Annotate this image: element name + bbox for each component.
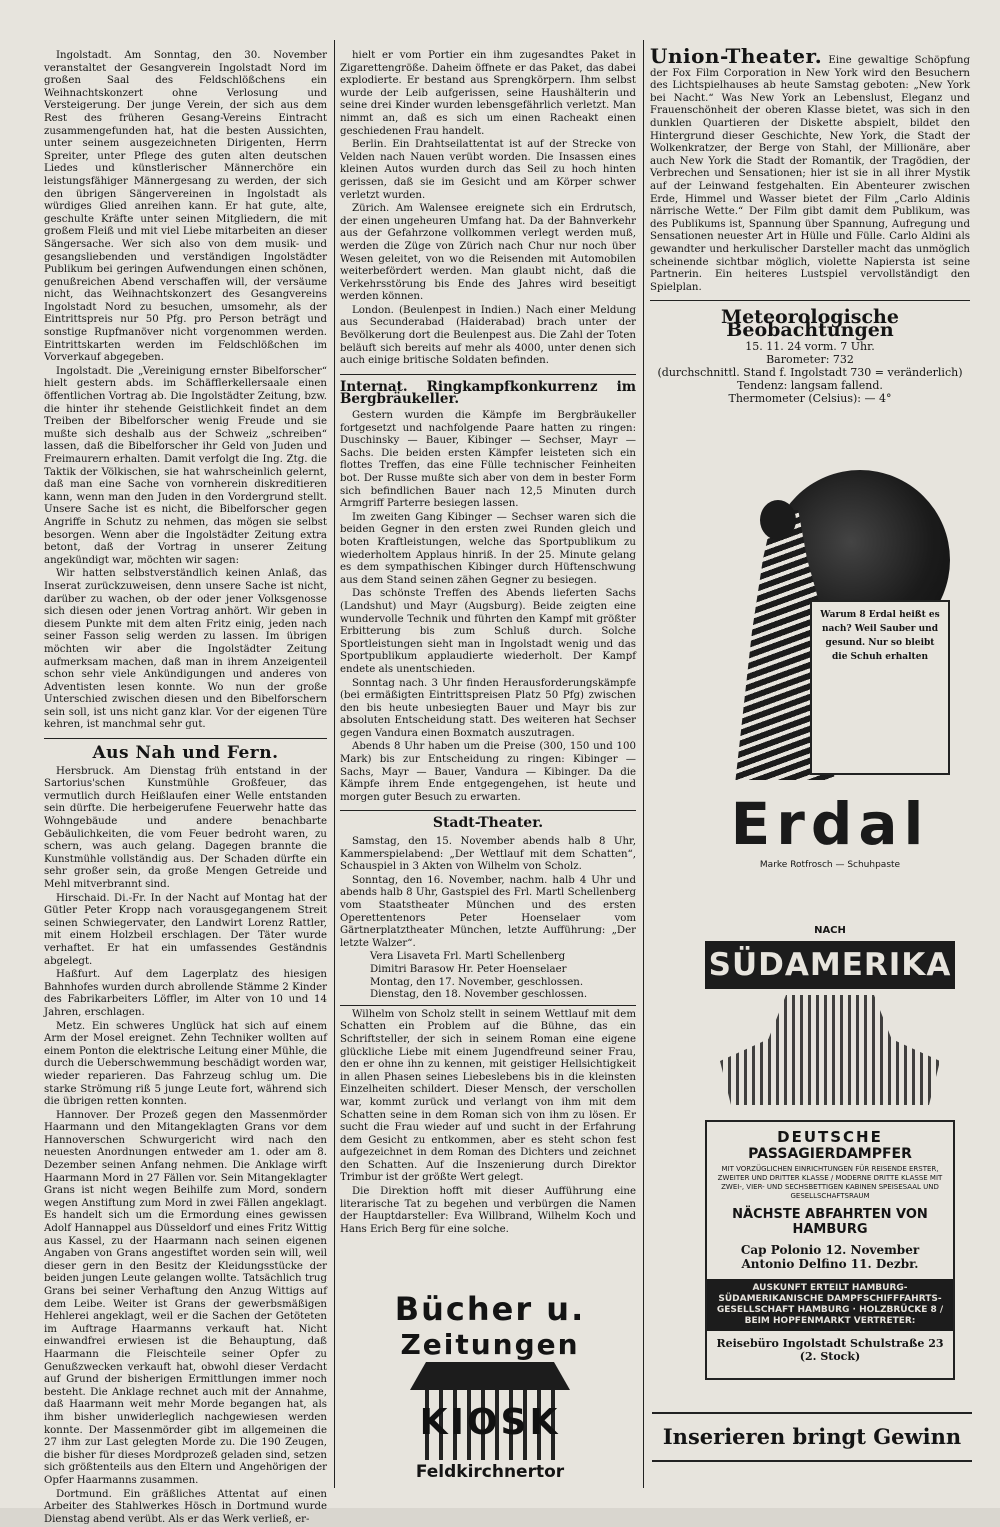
article-paragraph: Sonntag, den 16. November, nachm. halb 4 Uhr und abends halb 8 Uhr, Gastspiel des Frl. Martl Schellenberg vom Staatstheater München und des ersten Operettentenors Peter Hoenselaer vom Gärtnerplatztheater München, letzte Aufführung: „Der letzte Walzer“. (340, 874, 636, 949)
cast-line: Dienstag, den 18. November geschlossen. (370, 989, 588, 1001)
cast-list (340, 951, 636, 1001)
kiosk-word: KIOSK (419, 1402, 561, 1443)
meteo-line: Tendenz: langsam fallend. (737, 379, 883, 393)
article-paragraph: Ingolstadt. Die „Vereinigung ernster Bibelforscher“ hielt gestern abds. im Schäfflerkellersaale einen öffentlichen Vortrag ab. Die Ingolstädter Zeitung, bzw. die hinter ihr stehende Geistlichkeit findet an dem Treiben der Bibelforscher wenig Freude und sie mußte sich deshalb aus der Schweiz „schreiben“ lassen, daß die Bibelforscher ihr Geld von Juden und Freimaurern erhalten. Damit verfolgt die Ing. Ztg. die Taktik der Völkischen, sie hat wahrscheinlich gelernt, daß man eine Sache von vornherein diskreditieren kann, wenn man den Juden in den Vordergrund stellt. Unsere Sache ist es nicht, die Bibelforscher gegen Angriffe in Schutz zu nehmen, das mögen sie selbst besorgen. Wenn aber die Ingolstädter Zeitung extra betont, daß der Vortrag in unserer Zeitung angekündigt war, möchten wir sagen: (44, 365, 327, 566)
sued-office: Reisebüro Ingolstadt Schulstraße 23 (2. Stock) (716, 1337, 944, 1363)
erdal-logo: Erdal (730, 790, 930, 858)
erdal-woman-head (760, 500, 796, 540)
meteo-line: Thermometer (Celsius): — 4° (728, 392, 892, 406)
union-theater-text: Eine gewaltige Schöpfung der Fox Film Corporation in New York wird den Besuchern des Lichtspielhauses ab heute Samstag geboten: „New York bei Nacht.“ Was New York an Lebenslust, Eleganz und Frauenschönheit der oberen Klasse bietet, was sich in den dunklen Quartieren der Diskette abspielt, bildet den Hintergrund dieser Geschichte, New York, die Stadt der Wolkenkratzer, der Berge von Stahl, der Millionäre, aber auch New York die Stadt der Romantik, der Tragödien, der Verbrechen und Sensationen; hier ist sie in all ihrer Mystik auf der Leinwand festgehalten. Ein Abenteurer zwischen Erde, Himmel und Wasser bietet der Film „Carlo Aldinis närrische Wette.“ Der Film gibt damit dem Publikum, was des Publikums ist, Spannung über Spannung, Aufregung und Sensationen neuester Art in Hülle und Fülle. Carlo Aldini als gewandter und herkulischer Darsteller macht das unmöglich scheinende sichtbar möglich, violette Napiersta ist seine Partnerin. Ein heiteres Lustspiel vervollständigt den Spielplan. (650, 55, 970, 293)
section-divider (340, 374, 636, 375)
news-item: London. (Beulenpest in Indien.) Nach einer Meldung aus Secunderabad (Haiderabad) brach unter der Bevölkerung dort die Beulenpest aus. Die Zahl der Toten beläuft sich bereits auf mehr als 4000, unter denen sich auch einige britische Soldaten befinden. (340, 304, 636, 367)
suedamerika-advertisement (700, 925, 960, 1395)
news-item: Berlin. Ein Drahtseilattentat ist auf der Strecke von Velden nach Nauen verübt worden. Die Insassen eines kleinen Autos wurden durch das Seil zu hoch hinten gerissen, daß sie im Gesicht und am Körper schwer verletzt wurden. (340, 139, 636, 201)
column-2 (340, 50, 636, 1237)
ship-illustration (720, 995, 940, 1105)
kiosk-street: Feldkirchnertor (415, 1462, 565, 1482)
news-item: Dortmund. Ein gräßliches Attentat auf einen Arbeiter des Stahlwerkes Hösch in Dortmund wurde Dienstag abend verübt. Als er das Werk verließ, er- (44, 1488, 327, 1525)
article-paragraph: Abends 8 Uhr haben um die Preise (300, 150 und 100 Mark) bis zur Entscheidung zu ringen: Kibinger — Sachs, Mayr — Bauer, Vandura — Kibinger. Da die Kämpfe ihrem Ende entgegengehen, ist heute und morgen guter Besuch zu erwarten. (340, 741, 636, 803)
meteo-title: Meteorologische Beobachtungen (721, 306, 899, 341)
sued-small: MIT VORZÜGLICHEN EINRICHTUNGEN FÜR REISENDE ERSTER, ZWEITER UND DRITTER KLASSE / MODERNE DRITTE KLASSE MIT ZWEI-, VIER- UND SECHSBETTIGEN KABINEN SPEISESAAL UND GESELLSCHAFTSRAUM (717, 1165, 943, 1200)
article-paragraph: Im zweiten Gang Kibinger — Sechser waren sich die beiden Gegner in den ersten zwei Runden gleich und boten Kraftleistungen, welche das Sportpublikum zu wiederholtem Applaus hinriß. In der 25. Minute gelang es dem sympathischen Kibinger durch Hüftenschwung aus dem Stand seinen zähen Gegner zu besiegen. (340, 511, 636, 586)
ringkampf-title: Internat. Ringkampfkonkurrenz im Bergbräukeller. (340, 378, 636, 408)
article-paragraph: Sonntag nach. 3 Uhr finden Herausforderungskämpfe (bei ermäßigten Eintrittspreisen Platz 50 Pfg) zwischen den bis heute unbesiegten Bauer und Mayr bis zur absoluten Entscheidung statt. Des weiteren hat Sechser gegen Vandura einen Boxmatch auszutragen. (340, 677, 636, 739)
section-divider (44, 738, 327, 739)
news-item: Haßfurt. Auf dem Lagerplatz des hiesigen Bahnhofes wurden durch abrollende Stämme 2 Kinder des Fabrikarbeiters Löffler, im Alter von 10 und 14 Jahren, erschlagen. (44, 969, 327, 1018)
sued-departures: NÄCHSTE ABFAHRTEN VON HAMBURG (732, 1207, 928, 1237)
article-paragraph: Wilhelm von Scholz stellt in seinem Wettlauf mit dem Schatten ein Problem auf die Bühne, das ein Schriftsteller, der sich in seinem Roman eine eigene glückliche Liebe mit einem Jugendfreund seiner Frau, den er ohne ihn zu kennen, mit geistiger Hellsichtigkeit in allen Phasen seines Liebeslebens bis in die kleinsten Einzelheiten schildert. Dieser Mensch, der verschollen war, kommt zurück und verlangt von ihm mit dem Schatten seine in dem Roman sich von ihm zu lösen. Er sucht die Frau wieder auf und sucht in der Erfahrung dem Gesicht zu entkommen, aber es steht schon fest aufgezeichnet in dem Roman des Dichters und zeichnet den Schatten. Auf die Inszenierung durch Direktor Trimbur ist der größte Wert gelegt. (340, 1008, 636, 1184)
section-divider (650, 300, 970, 301)
article-paragraph: Die Direktion hofft mit dieser Aufführung eine literarische Tat zu begehen und verbürgen die Namen der Hauptdarsteller: Eva Willbrand, Wilhelm Koch und Hans Erich Berg für eine solche. (340, 1186, 636, 1235)
column-1 (44, 50, 327, 1527)
article-paragraph: Gestern wurden die Kämpfe im Bergbräukeller fortgesetzt und nachfolgende Paare hatten zu ringen: Duschinsky — Bauer, Kibinger — Sechser, Mayr — Sachs. Die beiden ersten Kämpfer leisteten sich ein flottes Treffen, das eine Fülle technischer Feinheiten bot. Der Russe mußte sich aber von dem in bester Form sich befindlichen Bauer nach 12,5 Minuten durch Armgriff Parterre besiegen lassen. (340, 410, 636, 510)
buecher-headline: Bücher u. (394, 1290, 586, 1328)
column-rule (643, 40, 644, 1488)
news-item: Hannover. Der Prozeß gegen den Massenmörder Haarmann und den Mitangeklagten Grans vor dem Hannoverschen Schwurgericht wird nach den neuesten Anordnungen entweder am 1. oder am 8. Dezember seinen Anfang nehmen. Die Anklage wirft Haarmann Mord in 27 Fällen vor. Sein Mitangeklagter Grans ist nicht wegen Beihilfe zum Mord, sondern wegen Anstiftung zum Mord in zwei Fällen angeklagt. Es handelt sich um die Ermordung eines gewissen Adolf Hannappel aus Düsseldorf und eines Fritz Wittig aus Kassel, zu der Haarmann nach seinen eigenen Angaben von Grans angestiftet worden sein will, weil dieser gern in den Besitz der Kleidungsstücke der beiden jungen Leute gelangen wollte. Tatsächlich trug Grans bei seiner Verhaftung den Anzug Wittigs auf dem Leibe. Weiter ist Grans der gewerbsmäßigen Hehlerei angeklagt, weil er die Sachen der Getöteten im Auftrage Haarmanns verkauft hat. Nicht einwandfrei erwiesen ist die Behauptung, daß Haarmann die Fleischteile seiner Opfer zu Genußzwecken verkauft hat, obwohl dieser Verdacht auf Grund der bisherigen Ermittlungen immer noch besteht. Die Anklage rechnet auch mit der Annahme, daß Haarmann weit mehr Morde begangen hat, als ihm bisher unwiderleglich nachgewiesen werden konnte. Der Massenmörder gibt im allgemeinen die 27 ihm zur Last gelegten Morde zu. Die 190 Zeugen, die bisher für dieses Mordprozeß geladen sind, setzen sich größtenteils aus den Eltern und Angehörigen der Opfer Haarmanns zusammen. (44, 1109, 327, 1486)
meteo-line: 15. 11. 24 vorm. 7 Uhr. (745, 340, 875, 354)
article-paragraph: Wir hatten selbstverständlich keinen Anlaß, das Inserat zurückzuweisen, denn unsere Sache ist nicht, darüber zu wachen, ob der oder jener Volksgenosse sich diesen oder jenen Vortrag anhört. Wir geben in diesem Punkte mit dem alten Fritz einig, jeden nach seiner Fasson selig werden zu lassen. Im übrigen möchten wir aber die Ingolstädter Zeitung aufmerksam machen, daß man in ihrem Anzeigenteil schon sehr viele Ankündigungen und anderes von Adventisten lesen konnte. Wo nun der große Unterschied zwischen diesen und den Bibelforschern sein soll, ist uns nicht ganz klar. Vor der eigenen Türe kehren, ist manchmal sehr gut. (44, 568, 327, 731)
divider (340, 1005, 636, 1006)
news-item: Metz. Ein schweres Unglück hat sich auf einem Arm der Mosel ereignet. Zehn Techniker wollten auf einem Ponton die elektrische Leitung einer Mühle, die durch die Ueberschwemmung beschädigt worden war, wieder reparieren. Das Fahrzeug schlug um. Die starke Strömung riß 5 junge Leute fort, während sich die übrigen retten konnten. (44, 1020, 327, 1108)
sued-nach: NACH (814, 925, 846, 936)
section-title: Aus Nah und Fern. (92, 743, 279, 764)
cast-line: Dimitri Barasow Hr. Peter Hoenselaer (370, 963, 567, 975)
meteo-line: Barometer: 732 (766, 353, 854, 367)
article-paragraph: Samstag, den 15. November abends halb 8 Uhr, Kammerspielabend: „Der Wettlauf mit dem Schatten“, Schauspiel in 3 Akten von Wilhelm von Scholz. (340, 836, 636, 873)
sued-ships: Cap Polonio 12. November Antonio Delfino 11. Dezbr. (740, 1243, 920, 1271)
kiosk-roof-illustration (410, 1362, 570, 1390)
union-theater-article (650, 44, 970, 294)
erdal-sign: Warum 8 Erdal heißt es nach? Weil Sauber und gesund. Nur so bleibt die Schuh erhalten (810, 600, 950, 775)
sued-line: DEUTSCHE (777, 1128, 883, 1146)
news-item: Hirschaid. Di.-Fr. In der Nacht auf Montag hat der Gütler Peter Kropp nach vorausgegangenem Streit seinen Schwiegervater, den Landwirt Lorenz Rattler, mit einem Holzbeil erschlagen. Der Täter wurde verhaftet. Er hat ein umfassendes Geständnis abgelegt. (44, 892, 327, 967)
column-rule (334, 40, 335, 1488)
cast-line: Vera Lisaveta Frl. Martl Schellenberg (370, 951, 566, 963)
news-item: Zürich. Am Walensee ereignete sich ein Erdrutsch, der einen ungeheuren Umfang hat. Da der Bahnverkehr aus der Gefahrzone vollkommen verlegt werden muß, werden die Züge von Zürich nach Chur nur noch über Wesen geleitet, von wo die Reisenden mit Automobilen weiterbefördert werden. Man glaubt nicht, daß die Verkehrsstörung bis Ende des Jahres wird beseitigt werden können. (340, 203, 636, 303)
union-theater-title: Union-Theater. (650, 44, 823, 68)
erdal-subline: Marke Rotfrosch — Schuhpaste (759, 860, 901, 870)
sued-banner: SÜDAMERIKA (705, 941, 955, 989)
inserieren-banner: Inserieren bringt Gewinn (652, 1412, 972, 1462)
sued-info-box (705, 1120, 955, 1380)
sued-line: PASSAGIERDAMPFER (748, 1146, 912, 1162)
article-paragraph: Ingolstadt. Am Sonntag, den 30. November veranstaltet der Gesangverein Ingolstadt Nord im großen Saal des Feldschlößchens ein Weihnachtskonzert ohne Verlosung und Versteigerung. Der junge Verein, der sich aus dem Rest des früheren Gesang-Vereins Eintracht zusammengefunden hat, hat die besten Aussichten, unter seinem ausgezeichneten Dirigenten, Herrn Spreiter, unter Pflege des guten alten deutschen Liedes und künstlerischer Männerchöre ein leistungsfähiger Männergesang zu werden, der sich den übrigen Sängervereinen in Ingolstadt als würdiges Glied anreihen kann. Er hat gute, alte, geschulte Kräfte unter seinen Mitgliedern, die mit großem Fleiß und mit viel Liebe mitarbeiten an dieser Sängersache. Wer sich also von dem musik- und gesangsliebenden und verständigen Ingolstädter Publikum bei geringen Aufwendungen einen schönen, genußreichen Abend verschaffen will, der versäume nicht, das Weihnachtskonzert des Gesangvereins Ingolstadt Nord zu besuchen, umsomehr, als der Eintrittspreis nur 50 Pfg. pro Person beträgt und sonstige Rupfmanöver nicht vorgenommen werden. Eintrittskarten werden im Feldschlößchen im Vorverkauf abgegeben. (44, 50, 327, 364)
erdal-advertisement (700, 470, 960, 880)
news-item: hielt er vom Portier ein ihm zugesandtes Paket in Zigarettengröße. Daheim öffnete er das Paket, das dabei explodierte. Er bestand aus Sprengkörpern. Ihm selbst wurde der Leib aufgerissen, seine Haushälterin und seine drei Kinder wurden lebensgefährlich verletzt. Man nimmt an, daß es sich um einen Racheakt einen geschiedenen Frau handelt. (340, 50, 636, 137)
stadttheater-title: Stadt-Theater. (432, 815, 544, 832)
column-3 (650, 44, 970, 406)
meteo-line: (durchschnittl. Stand f. Ingolstadt 730 = veränderlich) (657, 366, 963, 380)
sued-agency: AUSKUNFT ERTEILT HAMBURG-SÜDAMERIKANISCHE DAMPFSCHIFFFAHRTS-GESELLSCHAFT HAMBURG · HOLZBRÜCKE 8 / BEIM HOPFENMARKT VERTRETER: (707, 1279, 953, 1331)
section-divider (340, 810, 636, 811)
news-item: Hersbruck. Am Dienstag früh entstand in der Sartorius'schen Kunstmühle Großfeuer, das vermutlich durch Heißlaufen einer Welle entstanden sein dürfte. Die herbeigerufene Feuerwehr hatte das Wohngebäude und andere benachbarte Gebäulichkeiten, die vom Feuer bedroht waren, zu schern, was auch gelang. Dagegen brannte die Kunstmühle vollständig aus. Der Schaden dürfte ein sehr großer sein, da große Mengen Getreide und Mehl mitverbrannt sind. (44, 765, 327, 890)
cast-line: Montag, den 17. November, geschlossen. (370, 976, 584, 988)
kiosk-advertisement (370, 1290, 610, 1500)
article-paragraph: Das schönste Treffen des Abends lieferten Sachs (Landshut) und Mayr (Augsburg). Beide zeigten eine wundervolle Technik und führten den Kampf mit größter Erbitterung bis zum Schluß durch. Solche Sportleistungen sieht man in Ingolstadt wenig und das Sportpublikum applaudierte wiederholt. Der Kampf endete als unentschieden. (340, 588, 636, 675)
zeitungen-headline: Zeitungen (400, 1328, 580, 1361)
